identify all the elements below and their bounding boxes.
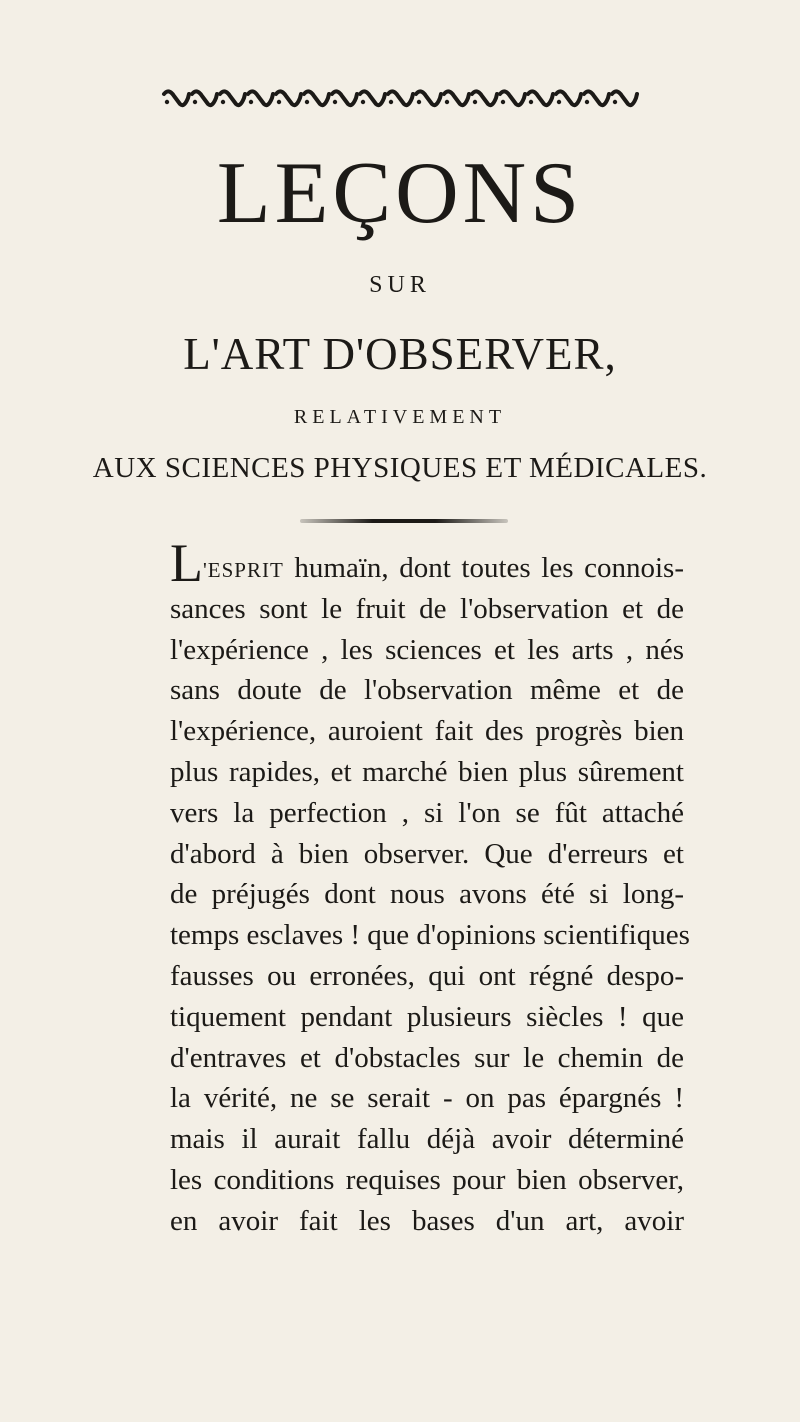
ornament-dot bbox=[193, 100, 197, 104]
ornament-dot bbox=[221, 100, 225, 104]
ornament-dot bbox=[389, 100, 393, 104]
first-line-rest: humaïn, dont toutes les connois- bbox=[294, 552, 684, 584]
ornament-dot bbox=[277, 100, 281, 104]
header-ornament bbox=[0, 78, 800, 118]
body-paragraph bbox=[170, 533, 690, 1242]
body-line: l'expérience, auroient fait des progrès bien bbox=[170, 715, 684, 748]
body-line: mais il aurait fallu déjà avoir déterminé bbox=[170, 1123, 684, 1156]
body-line: de préjugés dont nous avons été si long- bbox=[170, 878, 684, 911]
ornament-dot bbox=[585, 100, 589, 104]
ornament-dot bbox=[613, 100, 617, 104]
ornament-dot bbox=[473, 100, 477, 104]
body-line: d'entraves et d'obstacles sur le chemin de bbox=[170, 1041, 684, 1074]
ornament-dot bbox=[249, 100, 253, 104]
ornament-dot bbox=[417, 100, 421, 104]
small-caps-word: 'ESPRIT bbox=[203, 558, 284, 582]
body-line: sans doute de l'observation même et de bbox=[170, 674, 684, 707]
body-line: les conditions requises pour bien observer, bbox=[170, 1163, 684, 1196]
ornament-dot bbox=[361, 100, 365, 104]
body-line-first bbox=[170, 533, 684, 593]
ornament-dot bbox=[305, 100, 309, 104]
section-divider bbox=[300, 519, 508, 523]
ornament-dot bbox=[529, 100, 533, 104]
page-title: LEÇONS bbox=[216, 145, 584, 242]
body-line: plus rapides, et marché bien plus sûrement bbox=[170, 755, 684, 788]
body-line: en avoir fait les bases d'un art, avoir bbox=[170, 1204, 684, 1237]
body-line: tiquement pendant plusieurs siècles ! que bbox=[170, 1000, 684, 1033]
ornament-dot bbox=[501, 100, 505, 104]
body-line: fausses ou erronées, qui ont régné despo- bbox=[170, 959, 684, 992]
body-line: vers la perfection , si l'on se fût attaché bbox=[170, 796, 684, 829]
ornament-dot bbox=[333, 100, 337, 104]
title-connector: SUR bbox=[369, 272, 431, 298]
drop-cap: L bbox=[170, 533, 203, 593]
title-subject: AUX SCIENCES PHYSIQUES ET MÉDICALES. bbox=[92, 452, 708, 484]
title-relativement: RELATIVEMENT bbox=[293, 406, 507, 428]
decorative-band-icon bbox=[150, 78, 650, 118]
body-line: l'expérience , les sciences et les arts , nés bbox=[170, 633, 684, 666]
body-line: temps esclaves ! que d'opinions scientifiques bbox=[170, 919, 690, 952]
body-line: la vérité, ne se serait - on pas épargnés ! bbox=[170, 1082, 684, 1115]
page-subtitle: L'ART D'OBSERVER, bbox=[183, 329, 617, 379]
ornament-dot bbox=[557, 100, 561, 104]
ornament-dot bbox=[165, 100, 169, 104]
body-line: d'abord à bien observer. Que d'erreurs et bbox=[170, 837, 684, 870]
body-line: sances sont le fruit de l'observation et de bbox=[170, 592, 684, 625]
ornament-dot bbox=[445, 100, 449, 104]
